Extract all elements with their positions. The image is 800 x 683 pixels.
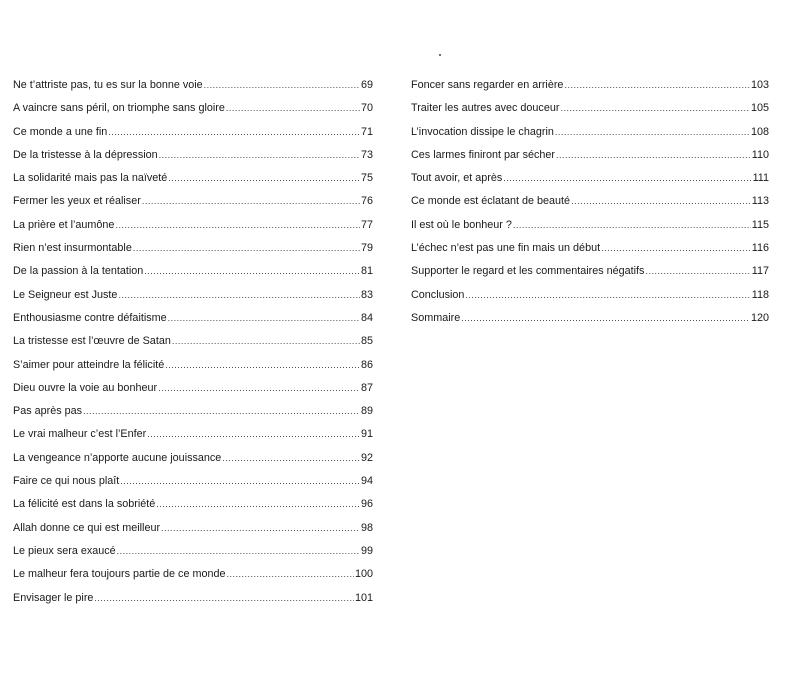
toc-dot-leader	[168, 167, 360, 190]
toc-entry[interactable]	[411, 260, 769, 283]
toc-dot-leader	[645, 260, 750, 283]
toc-entry-title: L’invocation dissipe le chagrin	[411, 125, 554, 138]
toc-dot-leader	[158, 377, 360, 400]
toc-dot-leader	[204, 74, 360, 97]
toc-entry-title: Rien n’est insurmontable	[13, 242, 132, 255]
toc-entry[interactable]	[13, 354, 373, 377]
toc-entry[interactable]	[411, 284, 769, 307]
toc-entry-title: Sommaire	[411, 311, 461, 324]
toc-entry[interactable]	[13, 190, 373, 213]
toc-entry-title: Conclusion	[411, 288, 465, 301]
toc-entry-title: Envisager le pire	[13, 591, 94, 604]
toc-entry[interactable]	[13, 517, 373, 540]
toc-entry-title: Ce monde est éclatant de beauté	[411, 195, 571, 208]
toc-entry-title: Traiter les autres avec douceur	[411, 102, 560, 115]
toc-dot-leader	[83, 400, 360, 423]
toc-dot-leader	[222, 447, 360, 470]
toc-column-right	[411, 74, 769, 330]
toc-entry-page-number: 115	[751, 218, 769, 231]
toc-entry-title: Foncer sans regarder en arrière	[411, 79, 564, 91]
toc-entry-page-number: 89	[360, 405, 373, 418]
toc-entry-page-number: 77	[360, 218, 373, 231]
toc-entry-page-number: 108	[750, 125, 769, 138]
toc-entry-page-number: 86	[360, 358, 373, 371]
toc-entry-page-number: 110	[751, 148, 769, 161]
toc-dot-leader	[465, 284, 750, 307]
toc-entry-page-number: 79	[360, 242, 373, 255]
toc-entry[interactable]	[411, 74, 769, 97]
toc-dot-leader	[461, 307, 750, 330]
toc-entry-title: Faire ce qui nous plaît	[13, 475, 120, 488]
toc-entry-title: Le vrai malheur c’est l’Enfer	[13, 428, 147, 441]
toc-entry[interactable]	[411, 214, 769, 237]
toc-entry-title: Pas après pas	[13, 405, 83, 418]
toc-entry-title: S’aimer pour atteindre la félicité	[13, 358, 165, 371]
toc-entry-title: Ne t’attriste pas, tu es sur la bonne voie	[13, 79, 203, 91]
toc-entry-page-number: 87	[360, 381, 373, 394]
toc-entry-title: Supporter le regard et les commentaires négatifs	[411, 265, 645, 278]
toc-entry-title: A vaincre sans péril, on triomphe sans gloire	[13, 102, 225, 115]
toc-dot-leader	[564, 74, 750, 97]
toc-entry-title: La solidarité mais pas la naïveté	[13, 172, 168, 185]
toc-dot-leader	[118, 284, 360, 307]
toc-entry[interactable]	[13, 144, 373, 167]
toc-entry-page-number: 111	[752, 172, 769, 185]
toc-dot-leader	[120, 470, 360, 493]
toc-entry-page-number: 92	[360, 451, 373, 464]
toc-dot-leader	[503, 167, 751, 190]
toc-entry-title: Il est où le bonheur ?	[411, 218, 512, 231]
toc-dot-leader	[226, 563, 354, 586]
toc-entry-page-number: 116	[751, 242, 769, 255]
page-dot-mark	[439, 54, 441, 56]
toc-dot-leader	[513, 214, 751, 237]
toc-entry-title: Ce monde a une fin	[13, 125, 108, 138]
toc-dot-leader	[555, 121, 750, 144]
toc-entry[interactable]	[13, 447, 373, 470]
toc-entry[interactable]	[411, 121, 769, 144]
toc-entry-title: De la passion à la tentation	[13, 265, 144, 278]
toc-entry[interactable]	[13, 540, 373, 563]
toc-entry[interactable]	[13, 493, 373, 516]
toc-entry[interactable]	[411, 307, 769, 330]
toc-entry-title: Allah donne ce qui est meilleur	[13, 521, 161, 534]
toc-entry-title: Tout avoir, et après	[411, 172, 503, 185]
toc-entry-title: Ces larmes finiront par sécher	[411, 148, 556, 161]
toc-entry[interactable]	[13, 237, 373, 260]
toc-entry[interactable]	[13, 400, 373, 423]
toc-entry-title: De la tristesse à la dépression	[13, 148, 158, 161]
toc-entry[interactable]	[411, 190, 769, 213]
toc-entry[interactable]	[411, 97, 769, 120]
toc-dot-leader	[560, 97, 750, 120]
toc-dot-leader	[571, 190, 751, 213]
toc-entry[interactable]	[13, 97, 373, 120]
toc-entry-title: Le malheur fera toujours partie de ce monde	[13, 568, 226, 581]
toc-dot-leader	[172, 330, 360, 353]
toc-entry-title: Enthousiasme contre défaitisme	[13, 311, 167, 324]
toc-dot-leader	[156, 493, 360, 516]
toc-dot-leader	[161, 517, 360, 540]
toc-entry[interactable]	[411, 144, 769, 167]
toc-entry-title: La tristesse est l’œuvre de Satan	[13, 335, 171, 348]
toc-dot-leader	[556, 144, 751, 167]
toc-dot-leader	[108, 121, 360, 144]
toc-entry-page-number: 94	[360, 475, 373, 488]
toc-entry-title: Dieu ouvre la voie au bonheur	[13, 381, 158, 394]
toc-entry-page-number: 83	[360, 288, 373, 301]
toc-entry[interactable]	[411, 167, 769, 190]
toc-entry-page-number: 70	[360, 102, 373, 115]
toc-entry-title: Le Seigneur est Juste	[13, 288, 118, 301]
toc-entry[interactable]	[13, 121, 373, 144]
toc-entry-page-number: 85	[360, 335, 373, 348]
toc-entry[interactable]	[13, 563, 373, 586]
toc-dot-leader	[115, 214, 360, 237]
toc-entry-page-number: 103	[750, 79, 769, 91]
toc-entry-title: La vengeance n’apporte aucune jouissance	[13, 451, 222, 464]
toc-entry[interactable]	[13, 587, 373, 610]
toc-entry[interactable]	[13, 423, 373, 446]
toc-dot-leader	[94, 587, 354, 610]
toc-entry-page-number: 99	[360, 544, 373, 557]
toc-dot-leader	[133, 237, 360, 260]
toc-entry[interactable]	[13, 167, 373, 190]
toc-entry-title: L’échec n’est pas une fin mais un début	[411, 242, 601, 255]
toc-entry-page-number: 120	[750, 311, 769, 324]
toc-column-left	[13, 74, 373, 610]
toc-entry-page-number: 118	[751, 288, 769, 301]
toc-entry[interactable]	[411, 237, 769, 260]
toc-dot-leader	[144, 260, 360, 283]
toc-entry-title: Fermer les yeux et réaliser	[13, 195, 141, 208]
toc-dot-leader	[226, 97, 360, 120]
toc-entry-page-number: 75	[360, 172, 373, 185]
toc-entry-page-number: 105	[750, 102, 769, 115]
toc-entry-page-number: 84	[360, 311, 373, 324]
toc-entry[interactable]	[13, 284, 373, 307]
toc-entry-page-number: 101	[354, 591, 373, 604]
toc-entry-page-number: 71	[360, 125, 373, 138]
toc-entry[interactable]	[13, 74, 373, 97]
toc-dot-leader	[159, 144, 360, 167]
toc-dot-leader	[142, 190, 360, 213]
toc-entry-page-number: 113	[751, 195, 769, 208]
toc-entry-title: La prière et l’aumône	[13, 218, 115, 231]
toc-entry-page-number: 91	[360, 428, 373, 441]
toc-entry[interactable]	[13, 260, 373, 283]
toc-entry-title: La félicité est dans la sobriété	[13, 498, 156, 511]
toc-entry-page-number: 96	[360, 498, 373, 511]
toc-dot-leader	[117, 540, 360, 563]
toc-entry-title: Le pieux sera exaucé	[13, 544, 116, 557]
toc-entry-page-number: 69	[360, 79, 373, 91]
toc-entry[interactable]	[13, 377, 373, 400]
toc-dot-leader	[601, 237, 751, 260]
toc-dot-leader	[168, 307, 360, 330]
toc-entry-page-number: 81	[360, 265, 373, 278]
toc-entry-page-number: 117	[751, 265, 769, 278]
toc-entry-page-number: 73	[360, 148, 373, 161]
toc-entry[interactable]	[13, 307, 373, 330]
toc-dot-leader	[165, 354, 360, 377]
toc-dot-leader	[147, 423, 360, 446]
toc-entry-page-number: 76	[360, 195, 373, 208]
toc-entry[interactable]	[13, 330, 373, 353]
toc-entry-page-number: 100	[354, 568, 373, 581]
toc-entry-page-number: 98	[360, 521, 373, 534]
toc-entry[interactable]	[13, 214, 373, 237]
toc-entry[interactable]	[13, 470, 373, 493]
